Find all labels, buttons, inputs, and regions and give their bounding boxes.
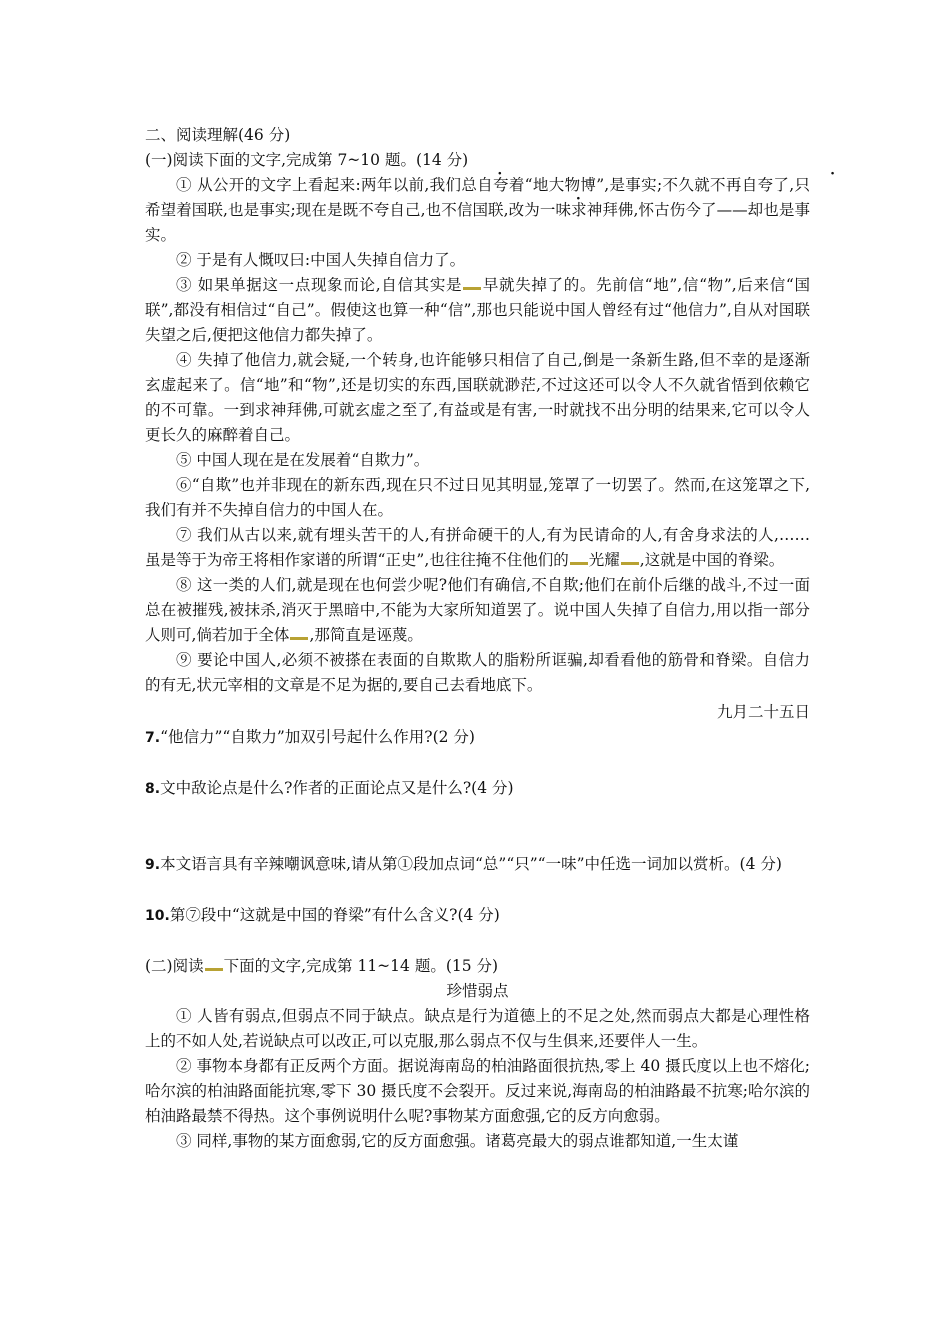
question-10-text: 第⑦段中“这就是中国的脊梁”有什么含义?(4 分) bbox=[169, 906, 500, 924]
paragraph-2: ② 于是有人慨叹曰:中国人失掉自信力了。 bbox=[176, 251, 466, 269]
p3-text-b: 早就失掉了的。先前信“地”,信“物”,后来信“国联”,都没有相信过“自己”。假使这也算一种“信”,那也只能说中国人曾经有过“他信力”,自从对国联失望之后,便把这他信力都失掉了。 bbox=[145, 276, 810, 344]
section-title: 二、阅读理解(46 分) bbox=[145, 126, 291, 144]
question-8-text: 文中敌论点是什么?作者的正面论点又是什么?(4 分) bbox=[160, 779, 514, 797]
part2-paragraph-1: ① 人皆有弱点,但弱点不同于缺点。缺点是行为道德上的不足之处,然而弱点大都是心理性格上的不如人处,若说缺点可以改正,可以克服,那么弱点不仅与生俱来,还要伴人一生。 bbox=[145, 1007, 810, 1050]
paragraph-3 bbox=[145, 273, 810, 348]
paragraph-6: ⑥“自欺”也并非现在的新东西,现在只不过日见其明显,笼罩了一切罢了。然而,在这笼罩之下,我们有并不失掉自信力的中国人在。 bbox=[145, 476, 810, 519]
document-page bbox=[145, 123, 810, 1154]
part2-paragraph-2: ② 事物本身都有正反两个方面。据说海南岛的柏油路面很抗热,零上 40 摄氏度以上也不熔化;哈尔滨的柏油路面能抗寒,零下 30 摄氏度不会裂开。反过来说,海南岛的柏油路最不抗寒;哈尔滨的柏油路最禁不得热。这个事例说明什么呢?事物某方面愈强,它的反方向愈弱。 bbox=[145, 1057, 810, 1125]
paragraph-7 bbox=[145, 523, 810, 573]
part2-intro bbox=[145, 954, 810, 979]
question-7-number: 7. bbox=[145, 730, 161, 746]
question-10 bbox=[145, 903, 810, 929]
underline-mark bbox=[463, 287, 481, 290]
paragraph-1 bbox=[145, 173, 810, 248]
part2-intro-a: (二)阅读 bbox=[145, 957, 204, 975]
question-7-text: “他信力”“自欺力”加双引号起什么作用?(2 分) bbox=[160, 728, 475, 746]
p1-text-c: 希望着国联,也是事实;现在是既不夸自己,也不信国联,改为 bbox=[145, 201, 540, 219]
part2-paragraph-3: ③ 同样,事物的某方面愈弱,它的反方面愈强。诸葛亮最大的弱点谁都知道,一生太谨 bbox=[176, 1132, 739, 1150]
p7-text-a: ⑦ 我们从古以来,就有埋头苦干的人,有拼命硬干的人,有为民请命的人,有舍身求法的人,……虽是等于为帝王将相作家谱的所谓“正史”,也往往掩不住他们的 bbox=[145, 526, 810, 569]
p7-text-c: ,这就是中国的脊梁。 bbox=[639, 551, 785, 569]
paragraph-9: ⑨ 要论中国人,必须不被搽在表面的自欺欺人的脂粉所诓骗,却看看他的筋骨和脊梁。自信力的有无,状元宰相的文章是不足为据的,要自己去看地底下。 bbox=[145, 651, 810, 694]
underline-mark bbox=[205, 968, 223, 971]
paragraph-5: ⑤ 中国人现在是在发展着“自欺力”。 bbox=[176, 451, 430, 469]
date-signature: 九月二十五日 bbox=[716, 703, 810, 721]
part2-intro-b: 下面的文字,完成第 11~14 题。(15 分) bbox=[223, 957, 499, 975]
question-9 bbox=[145, 852, 810, 878]
article-title: 珍惜弱点 bbox=[446, 982, 509, 1000]
p7-text-b: 光耀 bbox=[588, 551, 620, 569]
dotted-word-zong: · 总 bbox=[461, 176, 477, 194]
paragraph-8 bbox=[145, 573, 810, 648]
dotted-word-yiwei: 一味 bbox=[539, 201, 572, 219]
part1-intro: (一)阅读下面的文字,完成第 7~10 题。(14 分) bbox=[145, 151, 469, 169]
question-9-number: 9. bbox=[145, 857, 161, 873]
question-8-number: 8. bbox=[145, 781, 161, 797]
paragraph-4: ④ 失掉了他信力,就会疑,一个转身,也许能够只相信了自己,倒是一条新生路,但不幸的是逐渐玄虚起来了。信“地”和“物”,还是切实的东西,国联就渺茫,不过这还可以令人不久就省悟到依赖它的不可靠。一到求神拜佛,可就玄虚之至了,有益或是有害,一时就找不出分明的结果来,它可以令人更长久的麻醉着自己。 bbox=[145, 351, 810, 444]
p1-text-d: 求神拜佛,怀古伤今了——却也是事实。 bbox=[145, 201, 810, 244]
p1-text-b: 自夸着“地大物博”,是事实;不久就不再自夸了, bbox=[477, 176, 795, 194]
p8-text-a: ⑧ 这一类的人们,就是现在也何尝少呢?他们有确信,不自欺;他们在前仆后继的战斗,不过一面总在被摧残,被抹杀,消灭于黑暗中,不能为大家所知道罢了。说中国人失掉了自信力,用以指一部分人则可,倘若加于全体 bbox=[145, 576, 810, 644]
question-7 bbox=[145, 725, 810, 751]
underline-mark bbox=[570, 562, 588, 565]
p3-text-a: ③ 如果单据这一点现象而论,自信其实是 bbox=[176, 276, 463, 294]
underline-mark bbox=[621, 562, 639, 565]
question-9-text: 本文语言具有辛辣嘲讽意味,请从第①段加点词“总”“只”“一味”中任选一词加以赏析。(4 分) bbox=[160, 855, 782, 873]
p8-text-b: ,那简直是诬蔑。 bbox=[309, 626, 423, 644]
dotted-word-zhi: · 只 bbox=[794, 176, 810, 194]
p1-text-a: ① 从公开的文字上看起来:两年以前,我们 bbox=[176, 176, 462, 194]
question-10-number: 10. bbox=[145, 908, 170, 924]
underline-mark bbox=[290, 637, 308, 640]
question-8 bbox=[145, 776, 810, 802]
